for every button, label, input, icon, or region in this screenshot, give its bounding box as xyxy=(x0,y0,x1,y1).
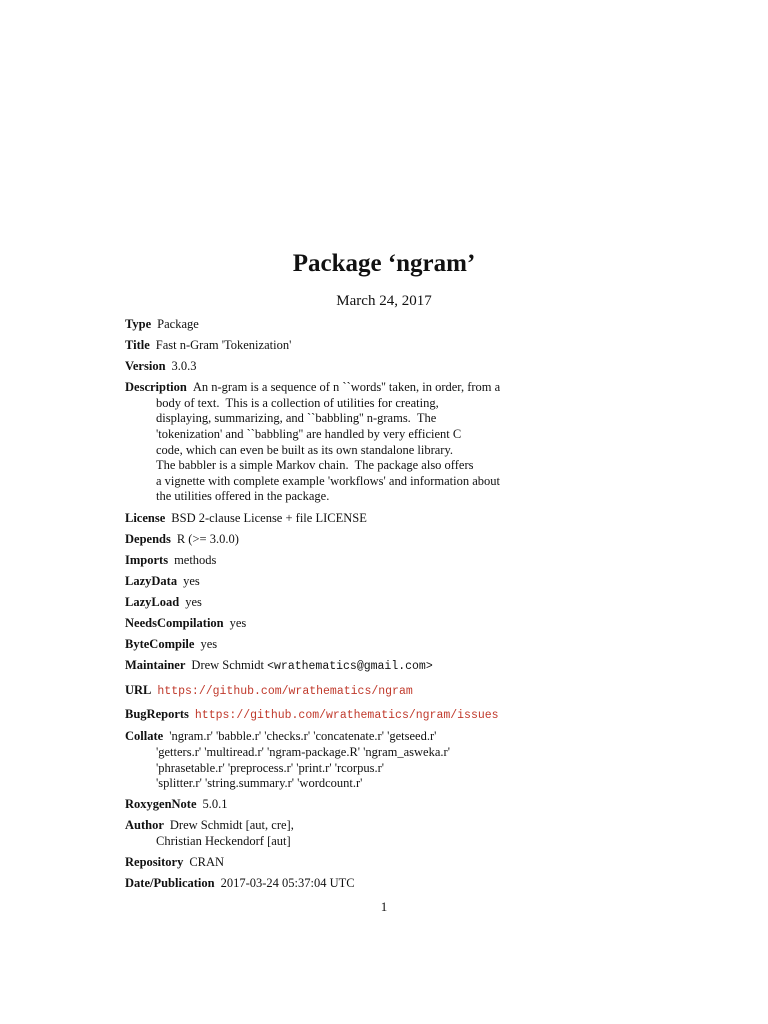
field-key: Depends xyxy=(125,531,171,546)
field-value: yes xyxy=(229,616,247,630)
field-value: Package xyxy=(157,317,199,331)
field-key: NeedsCompilation xyxy=(125,616,224,630)
field-key: LazyLoad xyxy=(125,594,180,609)
url-link[interactable]: https://github.com/wrathematics/ngram xyxy=(157,684,413,698)
field-roxygennote xyxy=(125,797,525,813)
field-value: yes xyxy=(200,637,218,652)
description-line: 'tokenization' and ``babbling'' are handled by very efficient C xyxy=(156,427,462,442)
field-key: Title xyxy=(125,338,150,353)
package-title: Package ‘ngram’ xyxy=(292,250,476,277)
field-key: RoxygenNote xyxy=(125,797,197,812)
field-type xyxy=(125,317,525,333)
field-key: Description xyxy=(125,380,187,395)
author-line: Drew Schmidt [aut, cre], xyxy=(169,818,294,833)
field-collate xyxy=(125,729,525,791)
description-line: body of text. This is a collection of utilities for creating, xyxy=(156,395,439,410)
field-key: LazyData xyxy=(125,573,178,588)
field-key: Author xyxy=(125,818,164,833)
field-depends xyxy=(125,532,525,548)
field-key: Maintainer xyxy=(125,658,186,673)
maintainer-email: <wrathematics@gmail.com> xyxy=(267,660,433,674)
field-lazydata xyxy=(125,574,525,590)
field-url xyxy=(125,683,525,700)
field-value: 2017-03-24 05:37:04 UTC xyxy=(220,876,355,891)
field-maintainer xyxy=(125,658,525,675)
field-title xyxy=(125,338,525,354)
field-value: 3.0.3 xyxy=(171,359,197,374)
field-license xyxy=(125,511,525,527)
field-imports xyxy=(125,553,525,569)
description-line: a vignette with complete example 'workflows' and information about xyxy=(156,473,500,488)
field-key: Collate xyxy=(125,729,164,744)
field-value: R (>= 3.0.0) xyxy=(176,531,239,546)
bugreports-link[interactable]: https://github.com/wrathematics/ngram/issues xyxy=(194,709,499,723)
description-line: The babbler is a simple Markov chain. The package also offers xyxy=(156,458,474,473)
field-lazyload xyxy=(125,595,525,611)
field-value: methods xyxy=(174,552,217,567)
author-line: Christian Heckendorf [aut] xyxy=(156,834,291,849)
field-key: License xyxy=(125,510,166,525)
maintainer-name: Drew Schmidt xyxy=(191,658,264,673)
field-bugreports xyxy=(125,707,525,724)
field-version xyxy=(125,359,525,375)
field-description xyxy=(125,380,525,505)
field-repository xyxy=(125,855,525,871)
page-number: 1 xyxy=(380,899,388,914)
description-line: the utilities offered in the package. xyxy=(156,489,330,504)
collate-line: 'getters.r' 'multiread.r' 'ngram-package.R' 'ngram_asweka.r' xyxy=(156,745,450,760)
description-line: displaying, summarizing, and ``babbling'' n-grams. The xyxy=(156,411,437,426)
field-date-publication xyxy=(125,876,525,892)
field-key: ByteCompile xyxy=(125,637,195,652)
description-line: An n-gram is a sequence of n ``words'' taken, in order, from a xyxy=(192,380,501,395)
field-key: Imports xyxy=(125,552,169,567)
field-bytecompile xyxy=(125,637,525,653)
description-fields xyxy=(125,317,525,897)
package-date: March 24, 2017 xyxy=(336,293,432,309)
field-key: Type xyxy=(125,317,152,331)
field-key: BugReports xyxy=(125,707,189,722)
collate-line: 'ngram.r' 'babble.r' 'checks.r' 'concatenate.r' 'getseed.r' xyxy=(169,729,437,744)
field-value: 5.0.1 xyxy=(202,797,228,812)
field-needscompilation xyxy=(125,616,525,632)
field-key: Version xyxy=(125,359,166,374)
collate-line: 'splitter.r' 'string.summary.r' 'wordcount.r' xyxy=(156,776,363,791)
field-value: yes xyxy=(183,573,200,588)
field-value: CRAN xyxy=(189,855,225,870)
field-key: Date/Publication xyxy=(125,876,215,891)
field-value: BSD 2-clause License + file LICENSE xyxy=(171,510,367,525)
collate-line: 'phrasetable.r' 'preprocess.r' 'print.r' 'rcorpus.r' xyxy=(156,760,385,775)
field-key: URL xyxy=(125,682,152,697)
description-line: code, which can even be built as its own standalone library. xyxy=(156,442,454,457)
field-author xyxy=(125,818,525,849)
field-key: Repository xyxy=(125,855,184,870)
field-value: yes xyxy=(185,594,202,609)
field-value: Fast n-Gram 'Tokenization' xyxy=(155,338,292,353)
